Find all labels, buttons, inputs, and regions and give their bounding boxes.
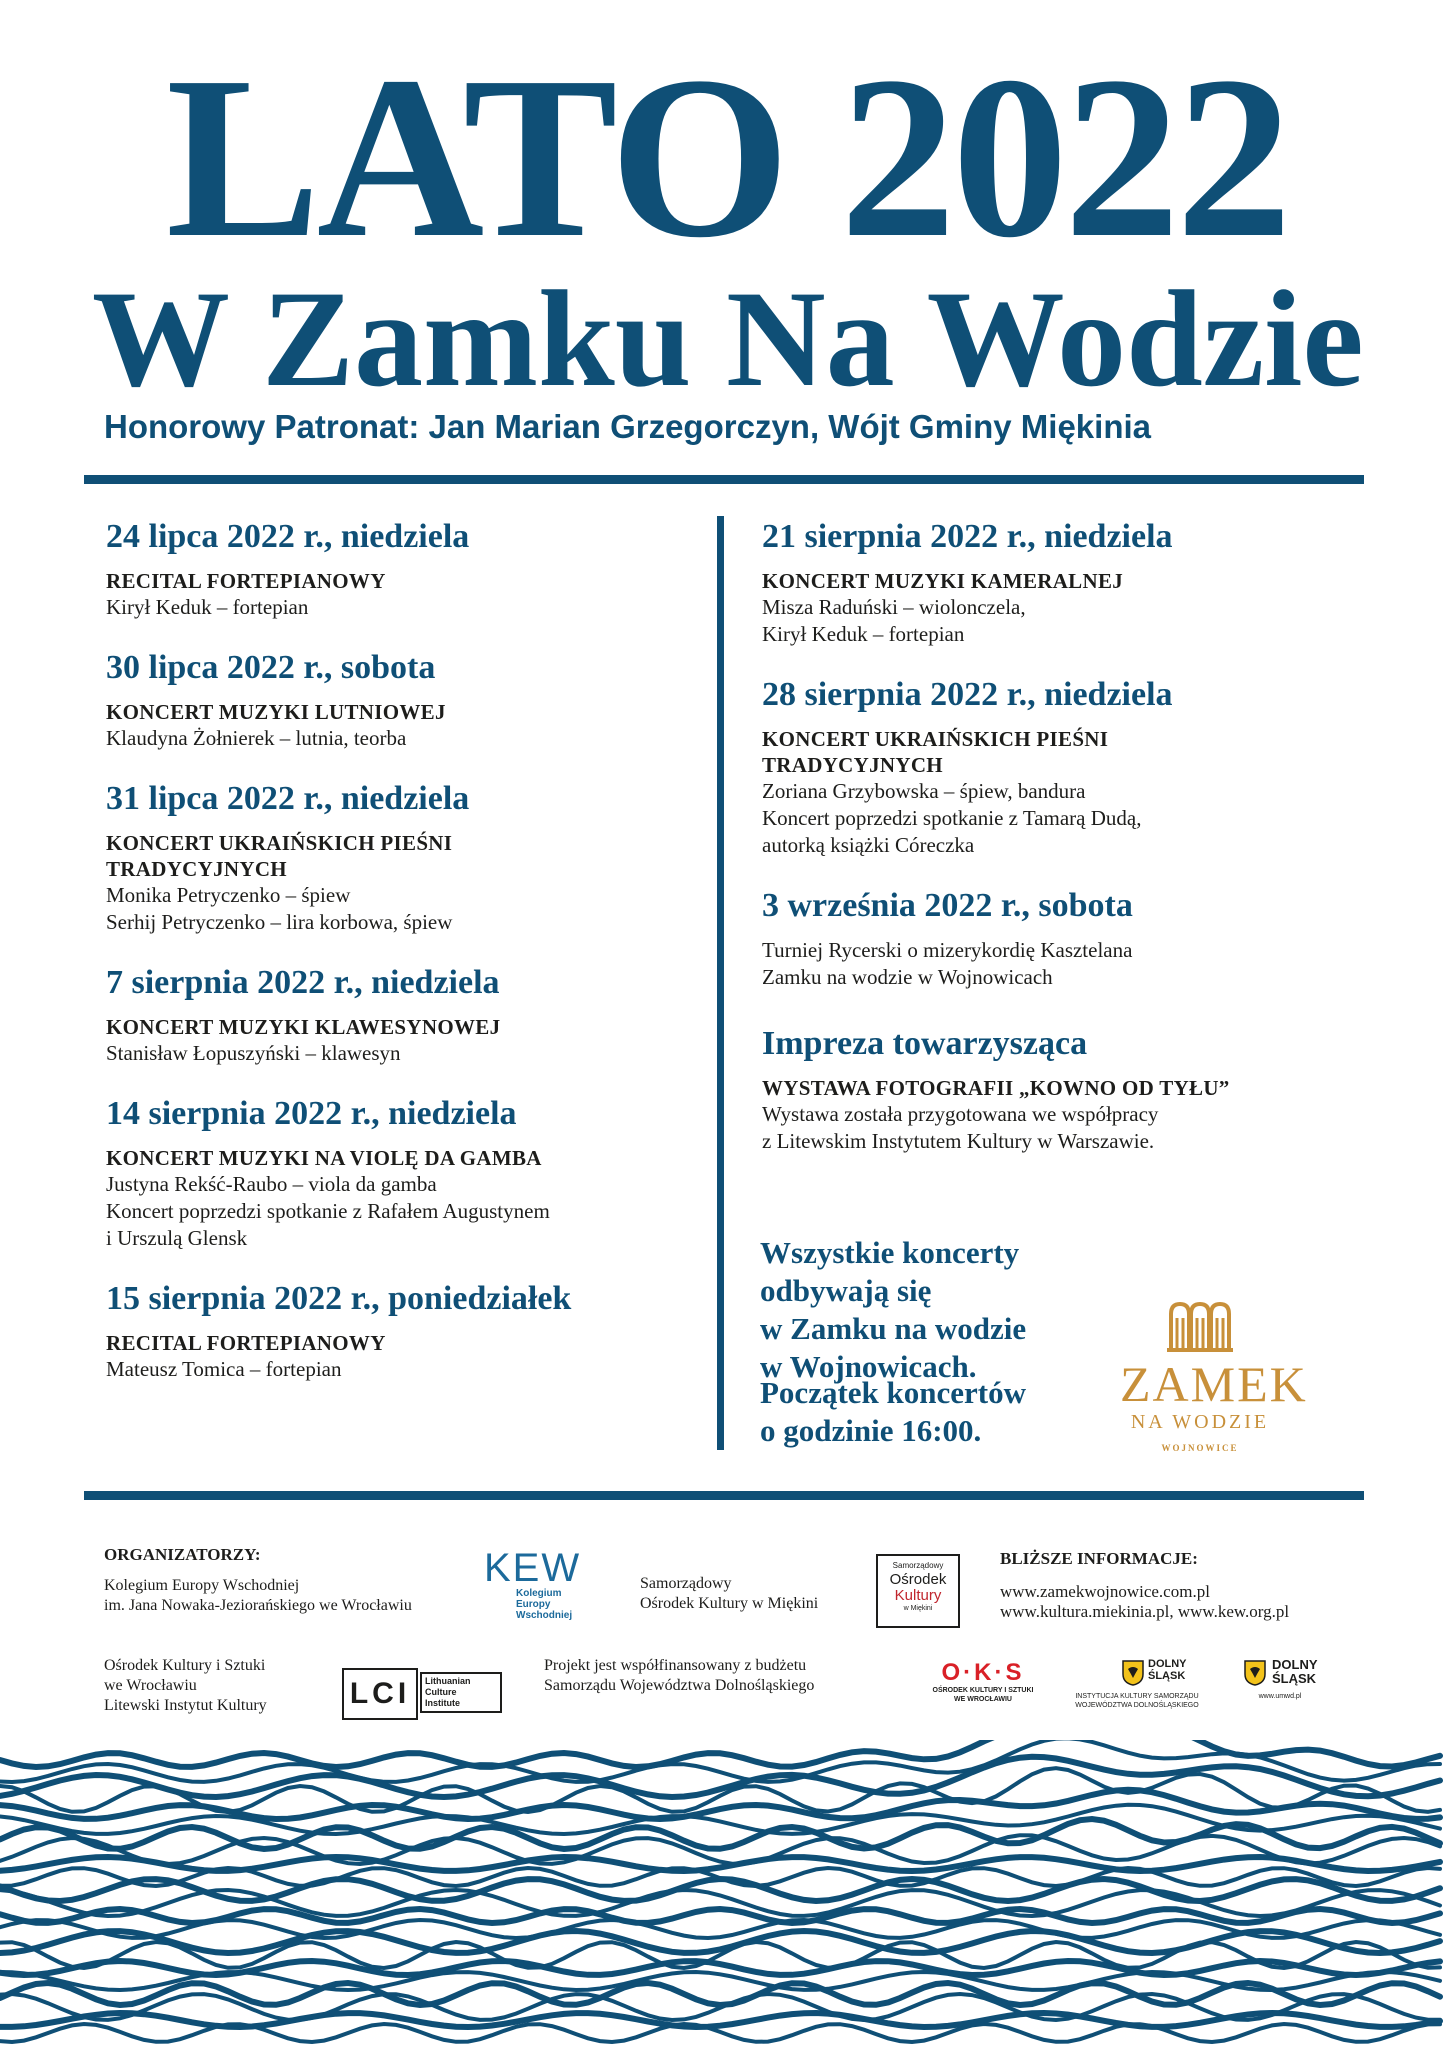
kew-logo-text: Europy xyxy=(516,1599,551,1610)
wave-line xyxy=(0,1819,1440,1849)
organizer-okm xyxy=(640,1574,870,1614)
bottom-divider xyxy=(84,1491,1364,1500)
zamek-logo xyxy=(1120,1300,1308,1470)
zamek-logo-place: WOJNOWICE xyxy=(1161,1443,1239,1453)
event-item xyxy=(106,960,706,1067)
poster-title-line2: W Zamku Na Wodzie xyxy=(92,262,1364,415)
event-detail: Mateusz Tomica – fortepian xyxy=(106,1357,342,1381)
organizer-line: Kolegium Europy Wschodniej xyxy=(104,1577,300,1594)
event-detail: Kirył Keduk – fortepian xyxy=(106,595,309,619)
events-left-column xyxy=(106,514,706,1407)
event-detail: Turniej Rycerski o mizerykordię Kasztelana xyxy=(762,938,1133,962)
events-right-column xyxy=(762,514,1352,1179)
kew-logo xyxy=(484,1548,594,1621)
poster-title-line1: LATO 2022 xyxy=(165,29,1289,286)
event-detail: Stanisław Łopuszyński – klawesyn xyxy=(106,1041,401,1065)
okm-logo xyxy=(876,1554,960,1628)
venue-note-line: Wszystkie koncerty odbywają się xyxy=(760,1235,1020,1308)
event-title-line: TRADYCYJNYCH xyxy=(106,857,287,881)
event-detail: i Urszulą Glensk xyxy=(106,1226,248,1250)
venue-note-line: w Zamku na wodzie xyxy=(760,1311,1027,1346)
side-event-title: WYSTAWA FOTOGRAFII „KOWNO OD TYŁU” xyxy=(762,1076,1230,1100)
start-time-note xyxy=(760,1374,1120,1450)
event-detail: autorką książki Córeczka xyxy=(762,833,975,857)
event-date: 14 sierpnia 2022 r., niedziela xyxy=(106,1095,517,1132)
okis-logo-text: WE WROCŁAWIU xyxy=(954,1696,1012,1703)
organizers-label: ORGANIZATORZY: xyxy=(104,1545,261,1564)
organizer-line: im. Jana Nowaka-Jeziorańskiego we Wrocławiu xyxy=(104,1597,412,1614)
column-divider xyxy=(717,516,724,1450)
event-title xyxy=(106,830,706,882)
dolny-slask-mark: ŚLĄSK xyxy=(1148,1670,1186,1682)
event-item xyxy=(762,672,1352,859)
start-note-line: Początek koncertów xyxy=(760,1375,1026,1410)
patronage-line: Honorowy Patronat: Jan Marian Grzegorczyn, Wójt Gminy Miękinia xyxy=(104,408,1151,445)
event-detail: Zamku na wodzie w Wojnowicach xyxy=(762,965,1053,989)
dolny-slask-mark: DOLNY xyxy=(1272,1657,1318,1672)
event-title: RECITAL FORTEPIANOWY xyxy=(106,569,386,593)
okis-logo xyxy=(918,1660,1048,1704)
dolny-slask-text: WOJEWÓDZTWA DOLNOŚLĄSKIEGO xyxy=(1075,1702,1199,1709)
lci-logo-text: Institute xyxy=(425,1698,460,1708)
event-title-line: KONCERT UKRAIŃSKICH PIEŚNI xyxy=(762,727,1109,751)
okm-logo-text: Ośrodek xyxy=(889,1571,947,1588)
event-title: KONCERT MUZYKI LUTNIOWEJ xyxy=(106,700,446,724)
top-divider xyxy=(84,475,1364,484)
event-title: RECITAL FORTEPIANOWY xyxy=(106,1331,386,1355)
coat-of-arms-icon xyxy=(1244,1660,1266,1686)
info-label: BLIŻSZE INFORMACJE: xyxy=(1000,1549,1198,1568)
organizer-line: Ośrodek Kultury w Miękini xyxy=(640,1595,819,1612)
zamek-logo-word: ZAMEK xyxy=(1120,1356,1308,1412)
funding-line: Samorządu Województwa Dolnośląskiego xyxy=(544,1677,815,1694)
side-event-detail: z Litewskim Instytutem Kultury w Warszawie. xyxy=(762,1129,1155,1153)
dolny-slask-text: INSTYTUCJA KULTURY SAMORZĄDU xyxy=(1075,1693,1199,1700)
event-item xyxy=(106,1276,706,1383)
event-title: KONCERT MUZYKI NA VIOLĘ DA GAMBA xyxy=(106,1146,542,1170)
okis-logo-mark: O·K·S xyxy=(941,1659,1025,1686)
decorative-waves xyxy=(0,1740,1448,2048)
event-date: 24 lipca 2022 r., niedziela xyxy=(106,518,470,555)
event-detail: Zoriana Grzybowska – śpiew, bandura xyxy=(762,779,1086,803)
event-detail: Koncert poprzedzi spotkanie z Tamarą Dudą, xyxy=(762,806,1142,830)
event-detail: Monika Petryczenko – śpiew xyxy=(106,883,351,907)
event-item xyxy=(106,645,706,752)
organizer-okis xyxy=(104,1656,334,1716)
event-date: 28 sierpnia 2022 r., niedziela xyxy=(762,676,1173,713)
okm-logo-text: Kultury xyxy=(894,1587,942,1604)
lci-logo-text: Culture xyxy=(425,1687,457,1697)
event-detail: Serhij Petryczenko – lira korbowa, śpiew xyxy=(106,910,453,934)
okis-logo-text: OŚRODEK KULTURY I SZTUKI xyxy=(932,1687,1034,1694)
side-event xyxy=(762,1021,1352,1155)
event-date: 30 lipca 2022 r., sobota xyxy=(106,649,436,686)
lci-logo-text: Lithuanian xyxy=(425,1676,471,1686)
castle-arches-icon xyxy=(1165,1300,1235,1352)
organizer-line: Litewski Instytut Kultury xyxy=(104,1697,267,1714)
organizer-line: Ośrodek Kultury i Sztuki xyxy=(104,1657,266,1674)
event-item xyxy=(762,514,1352,648)
event-date: 3 września 2022 r., sobota xyxy=(762,887,1133,924)
organizer-line: Samorządowy xyxy=(640,1575,732,1592)
event-detail: Justyna Rekść-Raubo – viola da gamba xyxy=(106,1172,437,1196)
okm-logo-text: w Miękini xyxy=(903,1605,933,1612)
coat-of-arms-icon xyxy=(1122,1660,1144,1686)
venue-note xyxy=(760,1234,1120,1386)
info-link[interactable]: www.kultura.miekinia.pl, www.kew.org.pl xyxy=(1000,1602,1290,1621)
event-title-line: TRADYCYJNYCH xyxy=(762,753,943,777)
event-date: 7 sierpnia 2022 r., niedziela xyxy=(106,964,500,1001)
organizer-line: we Wrocławiu xyxy=(104,1677,197,1694)
event-date: 21 sierpnia 2022 r., niedziela xyxy=(762,518,1173,555)
event-detail: Misza Raduński – wiolonczela, xyxy=(762,595,1026,619)
event-item xyxy=(106,514,706,621)
side-event-heading: Impreza towarzysząca xyxy=(762,1025,1088,1062)
lci-logo-mark: LCI xyxy=(342,1668,418,1720)
zamek-logo-sub: NA WODZIE xyxy=(1130,1411,1270,1433)
event-item xyxy=(762,883,1352,991)
dolny-slask-mark: DOLNY xyxy=(1148,1658,1187,1670)
info-block xyxy=(1000,1548,1360,1622)
event-title: KONCERT MUZYKI KLAWESYNOWEJ xyxy=(106,1015,501,1039)
kew-logo-text: Wschodniej xyxy=(516,1610,573,1621)
event-title: KONCERT MUZYKI KAMERALNEJ xyxy=(762,569,1124,593)
event-title xyxy=(762,726,1352,778)
venue-note-line: w Wojnowicach. xyxy=(760,1349,977,1384)
event-date: 15 sierpnia 2022 r., poniedziałek xyxy=(106,1280,572,1317)
start-note-line: o godzinie 16:00. xyxy=(760,1413,982,1448)
event-detail: Koncert poprzedzi spotkanie z Rafałem Augustynem xyxy=(106,1199,550,1223)
funding-note xyxy=(544,1656,884,1696)
info-link[interactable]: www.zamekwojnowice.com.pl xyxy=(1000,1582,1210,1601)
event-item xyxy=(106,776,706,936)
side-event-detail: Wystawa została przygotowana we współpracy xyxy=(762,1102,1159,1126)
dolny-slask-mark: ŚLĄSK xyxy=(1272,1671,1317,1686)
okm-logo-text: Samorządowy xyxy=(892,1561,944,1570)
funding-line: Projekt jest współfinansowany z budżetu xyxy=(544,1657,807,1674)
kew-logo-text: Kolegium xyxy=(516,1588,562,1599)
organizers-block xyxy=(104,1544,484,1616)
event-title-line: KONCERT UKRAIŃSKICH PIEŚNI xyxy=(106,831,453,855)
wave-line xyxy=(0,1931,1440,1953)
event-detail: Kirył Keduk – fortepian xyxy=(762,622,965,646)
dolny-slask-url: www.umwd.pl xyxy=(1258,1693,1302,1700)
event-date: 31 lipca 2022 r., niedziela xyxy=(106,780,470,817)
event-item xyxy=(106,1091,706,1252)
lci-logo xyxy=(342,1668,494,1718)
kew-logo-mark: KEW xyxy=(484,1546,582,1590)
event-detail: Klaudyna Żołnierek – lutnia, teorba xyxy=(106,726,407,750)
